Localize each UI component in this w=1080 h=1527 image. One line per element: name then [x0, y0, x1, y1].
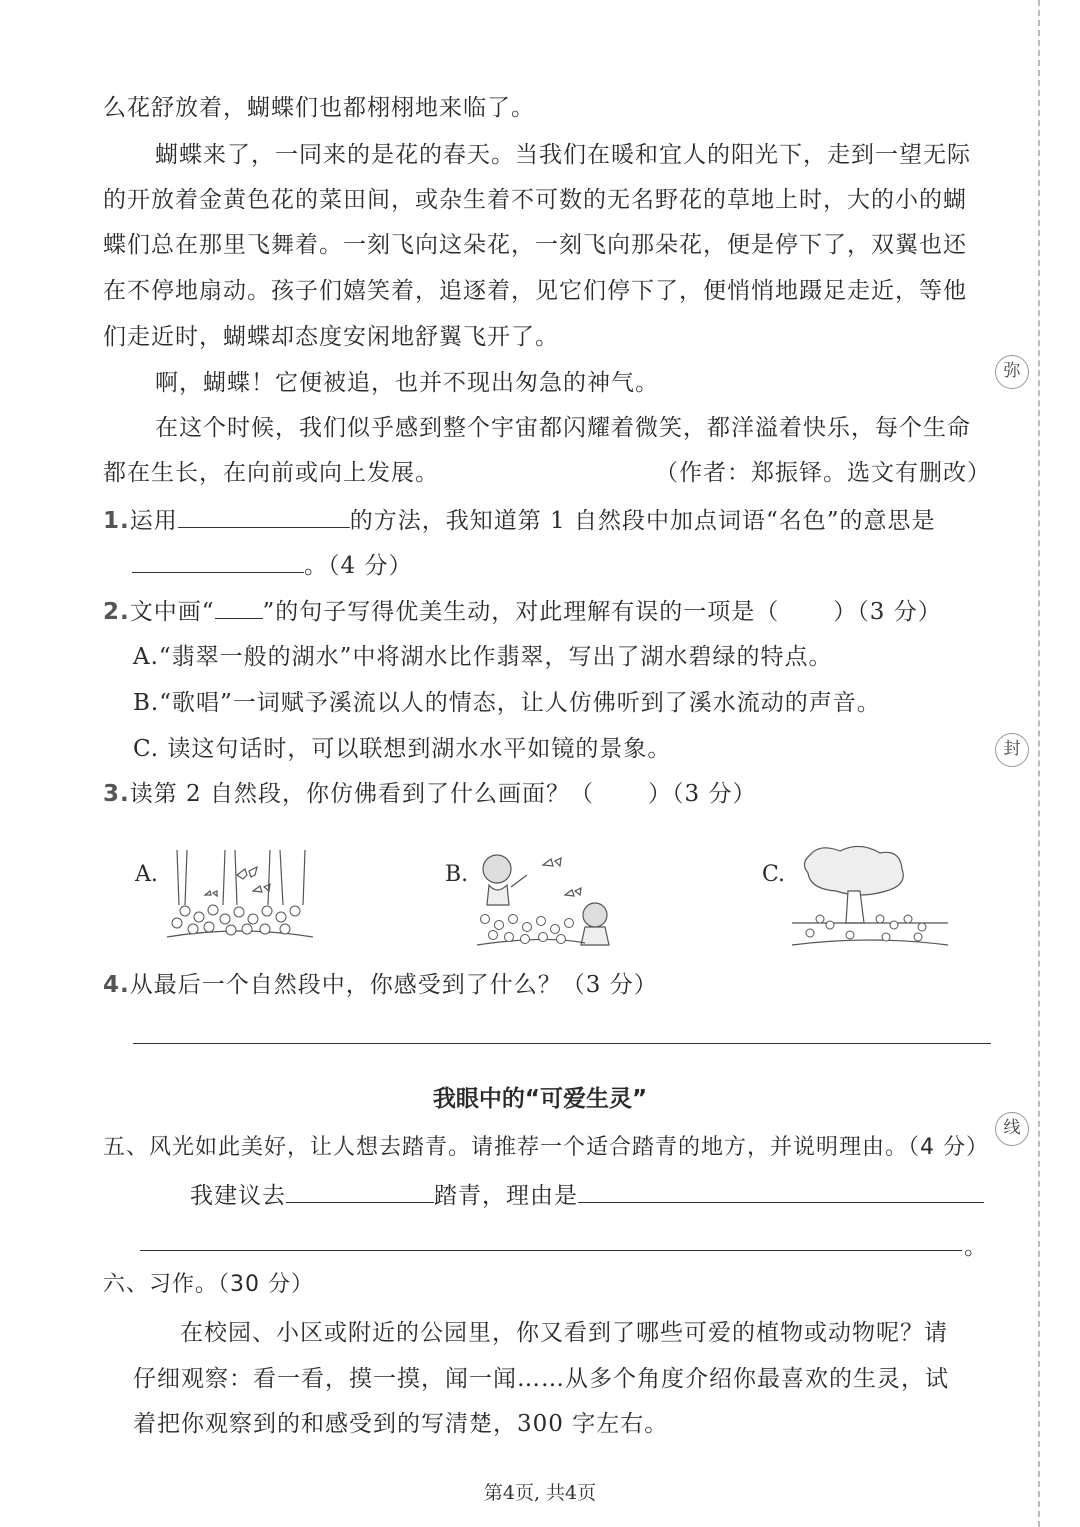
- passage-source: （作者：郑振铎。选文有删改）: [655, 460, 991, 486]
- q2-option-b: B.“歌唱”一词赋予溪流以人的情态，让人仿佛听到了溪水流动的声音。: [133, 690, 881, 716]
- question-2: [103, 596, 942, 627]
- q1-mid: 的方法，我知道第 1 自然段中加点词语“名色”的意思是: [349, 508, 936, 534]
- passage-line: 们走近时，蝴蝶却态度安闲地舒翼飞开了。: [103, 324, 559, 350]
- question-number: 4.: [103, 972, 130, 998]
- question-1-cont: [132, 550, 412, 581]
- section6-line: 仔细观察：看一看，摸一摸，闻一闻……从多个角度介绍你最喜欢的生灵，试: [133, 1366, 949, 1392]
- q2-post: ”的句子写得优美生动，对此理解有误的一项是（: [262, 599, 780, 625]
- section5-answer: [190, 1180, 984, 1211]
- passage-line: 在不停地扇动。孩子们嬉笑着，追逐着，见它们停下了，便悄悄地蹑足走近，等他: [103, 278, 967, 304]
- question-4: [103, 970, 658, 1000]
- q2-underline-mark: [215, 596, 263, 619]
- question-number: 2.: [103, 599, 130, 625]
- q3-label-c: C.: [762, 862, 786, 887]
- q2-option-c: C. 读这句话时，可以联想到湖水水平如镜的景象。: [133, 736, 672, 762]
- passage-line: 啊，蝴蝶！它便被追，也并不现出匆急的神气。: [155, 370, 659, 396]
- section5-answer-line[interactable]: [140, 1250, 962, 1251]
- q1-pre: 运用: [129, 508, 178, 534]
- passage-line: 蝶们总在那里飞舞着。一刻飞向这朵花，一刻飞向那朵花，便是停下了，双翼也还: [103, 232, 967, 258]
- q1-end: 。（4 分）: [304, 553, 413, 579]
- q2-option-a: A.“翡翠一般的湖水”中将湖水比作翡翠，写出了湖水碧绿的特点。: [133, 644, 833, 670]
- q4-text: 从最后一个自然段中，你感受到了什么？（3 分）: [129, 972, 658, 998]
- q1-blank-method[interactable]: [178, 505, 350, 528]
- section5-blank-reason[interactable]: [578, 1180, 984, 1203]
- q3-picture-b: [475, 845, 620, 950]
- question-1: [103, 505, 936, 536]
- section5-mid: 踏青，理由是: [434, 1183, 578, 1209]
- q3-picture-c: [790, 845, 950, 950]
- q2-pre: 文中画“: [129, 599, 215, 625]
- q3-picture-a: [165, 845, 315, 945]
- q1-blank-meaning[interactable]: [132, 550, 304, 573]
- q4-answer-line[interactable]: [133, 1043, 991, 1044]
- passage-line: 都在生长，在向前或向上发展。: [103, 460, 439, 486]
- question-number: 3.: [103, 781, 130, 807]
- q3-text: 读第 2 自然段，你仿佛看到了什么画面？（: [129, 781, 595, 807]
- q2-end: ）（3 分）: [833, 599, 942, 625]
- passage-line: 的开放着金黄色花的菜田间，或杂生着不可数的无名野花的草地上时，大的小的蝴: [103, 187, 967, 213]
- section5-blank-place[interactable]: [286, 1180, 434, 1203]
- passage-line: 蝴蝶来了，一同来的是花的春天。当我们在暖和宜人的阳光下，走到一望无际: [155, 142, 971, 168]
- q3-label-a: A.: [135, 862, 158, 887]
- q3-label-b: B.: [445, 862, 469, 887]
- q3-end: ）（3 分）: [648, 781, 757, 807]
- section5-pre: 我建议去: [190, 1183, 286, 1209]
- section6-line: 着把你观察到的和感受到的写清楚，300 字左右。: [133, 1411, 669, 1437]
- seal-mi: 弥: [995, 355, 1029, 389]
- passage-line: 在这个时候，我们似乎感到整个宇宙都闪耀着微笑，都洋溢着快乐，每个生命: [155, 415, 971, 441]
- passage-line: 么花舒放着，蝴蝶们也都栩栩地来临了。: [103, 95, 535, 121]
- section-title: 我眼中的“可爱生灵”: [432, 1086, 648, 1112]
- question-number: 1.: [103, 508, 130, 534]
- question-3: [103, 779, 756, 809]
- binding-dashed-line: [1038, 0, 1040, 1527]
- section5-heading: 五、风光如此美好，让人想去踏青。请推荐一个适合踏青的地方，并说明理由。（4 分）: [103, 1135, 989, 1160]
- section6-heading: 六、习作。（30 分）: [103, 1272, 314, 1297]
- section5-end: 。: [964, 1234, 988, 1260]
- seal-xian: 线: [995, 1112, 1029, 1146]
- seal-feng: 封: [995, 733, 1029, 767]
- section6-line: 在校园、小区或附近的公园里，你又看到了哪些可爱的植物或动物呢？请: [180, 1320, 948, 1346]
- page-footer: 第4页, 共4页: [483, 1482, 597, 1504]
